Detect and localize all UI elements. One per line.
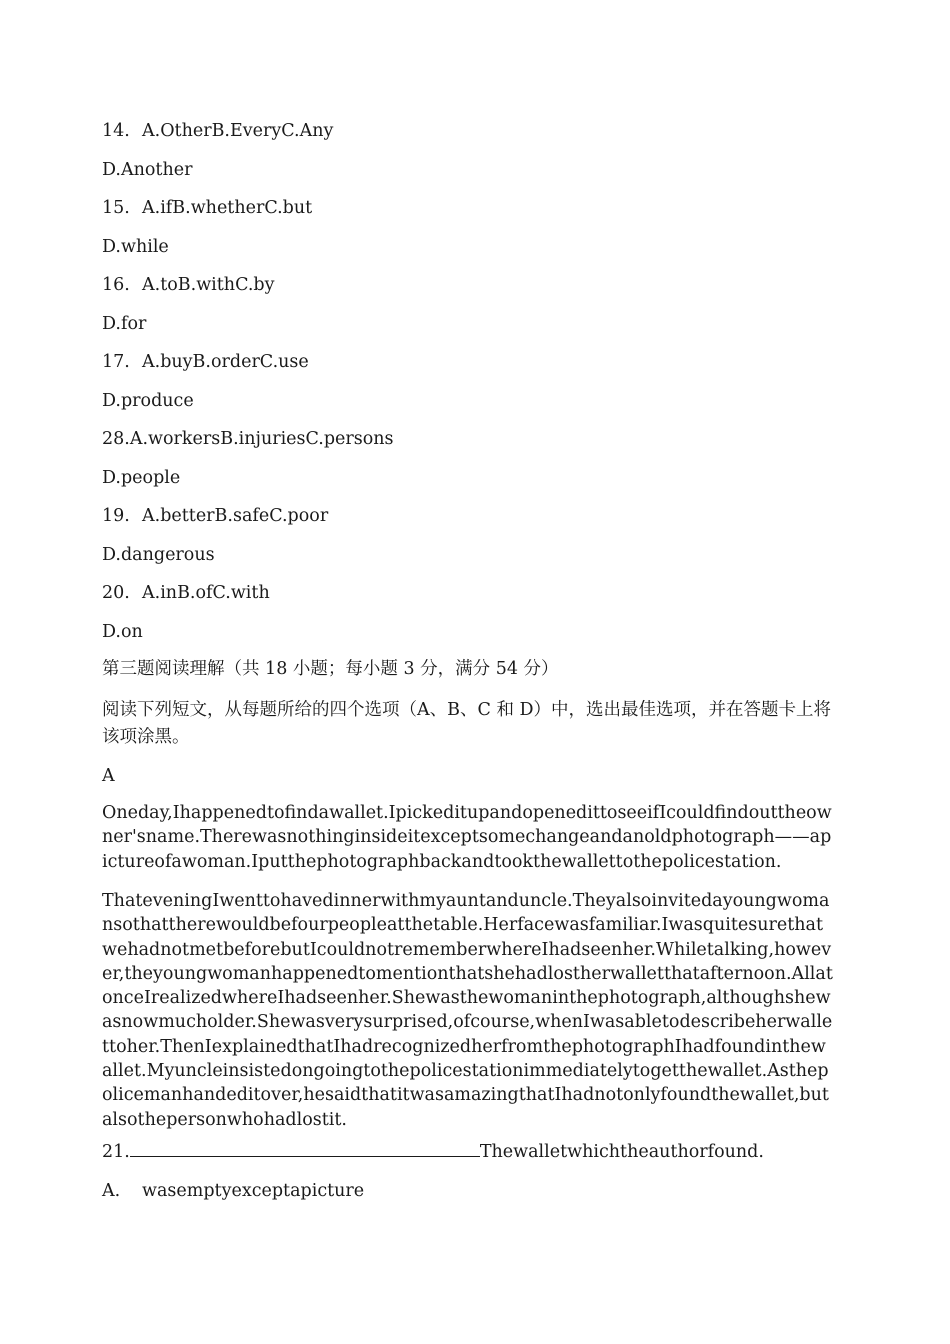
passage-label: A [102, 766, 115, 786]
section-heading: 第三题阅读理解（共 18 小题；每小题 3 分，满分 54 分） [102, 659, 559, 679]
question-options-abc: A.buyB.orderC.use [142, 352, 309, 372]
question-options-abc: A.OtherB.EveryC.Any [142, 121, 334, 141]
question-14 [102, 119, 333, 143]
question-stem: Thewalletwhichtheauthorfound. [479, 1142, 764, 1162]
question-number: 20. [102, 583, 130, 603]
question-number: 15. [102, 198, 130, 218]
question-20-option-d: D.on [102, 622, 143, 642]
question-19-option-d: D.dangerous [102, 545, 215, 565]
question-21-option-a [102, 1179, 364, 1203]
question-number: 16. [102, 275, 130, 295]
passage-paragraph-2: ThateveningIwenttohavedinnerwithmyauntanduncle.Theyalsoinvitedayoungwomansothattherewouldbefourpeopleatthetable.Herfacewasfamiliar.IwasquitesurethatwehadnotmetbeforebutIcouldnotrememberwhereIhadseenher.Whiletalking,however,theyoungwomanhappenedtomentionthatshehadlostherwalletthatafternoon.AllatonceIrealizedwhereIhadseenher.Shewasthewomaninthephotograph,althoughshewasnowmucholder.Shewasverysurprised,ofcourse,whenIwasabletodescribeherwallettoher.ThenIexplainedthatIhadrecognizedherfromthephotographIhadfoundinthewallet.Myuncleinsistedongoingtothepolicestationimmediatelytogetthewallet.Asthepolicemanhandeditover,hesaidthatitwasamazingthatIhadnotonlyfoundthewallet,butalsothepersonwhohadlostit. [102, 891, 833, 1130]
question-21 [102, 1140, 764, 1164]
question-options-abc: A.inB.ofC.with [142, 583, 270, 603]
passage-paragraph-1: Oneday,Ihappenedtofindawallet.IpickeditupandopenedittoseeifIcouldfindouttheowner'sname.Therewasnothinginsideitexceptsomechangeandanoldphotograph——apictureofawoman.Iputthephotographbackandtookthewallettothepolicestation. [102, 803, 832, 872]
question-number: 19. [102, 506, 130, 526]
option-text: wasemptyexceptapicture [142, 1181, 365, 1201]
question-17-option-d: D.produce [102, 391, 194, 411]
question-number: 14. [102, 121, 130, 141]
question-19 [102, 504, 328, 528]
question-15-option-d: D.while [102, 237, 169, 257]
question-16 [102, 273, 275, 297]
question-number: 28. [102, 429, 130, 449]
question-28 [102, 427, 394, 451]
option-label: A. [102, 1181, 121, 1201]
section-instruction: 阅读下列短文，从每题所给的四个选项（A、B、C 和 D）中，选出最佳选项，并在答题卡上将该项涂黑。 [102, 700, 832, 747]
answer-blank [130, 1141, 480, 1157]
question-15 [102, 196, 312, 220]
question-17 [102, 350, 309, 374]
question-options-abc: A.workersB.injuriesC.persons [129, 429, 394, 449]
question-options-abc: A.toB.withC.by [142, 275, 275, 295]
question-number: 21. [102, 1142, 130, 1162]
question-14-option-d: D.Another [102, 160, 193, 180]
question-16-option-d: D.for [102, 314, 147, 334]
question-28-option-d: D.people [102, 468, 181, 488]
question-options-abc: A.ifB.whetherC.but [142, 198, 313, 218]
question-options-abc: A.betterB.safeC.poor [142, 506, 329, 526]
question-20 [102, 581, 270, 605]
question-number: 17. [102, 352, 130, 372]
